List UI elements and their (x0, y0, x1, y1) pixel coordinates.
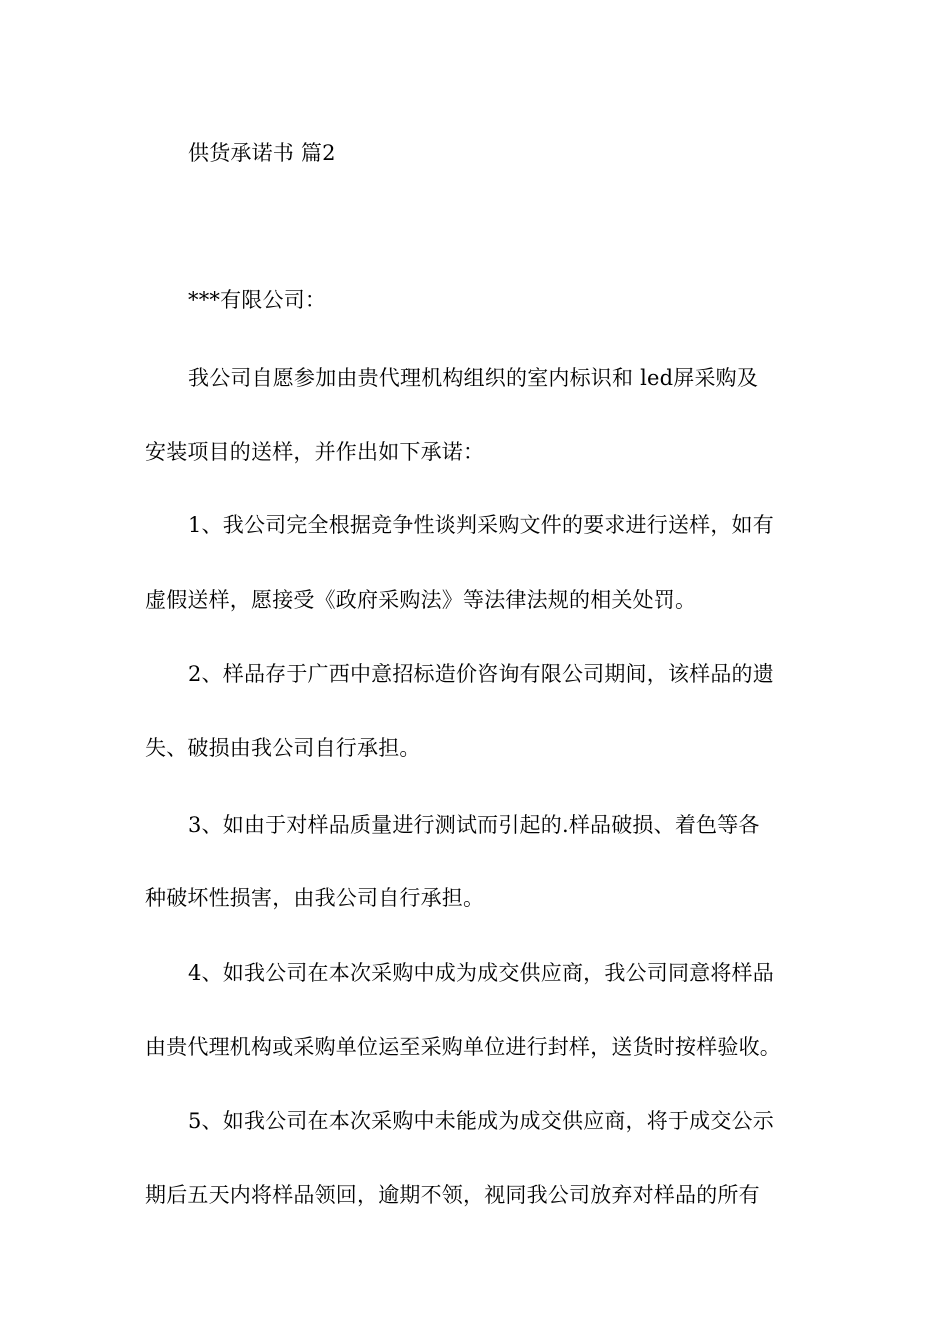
paragraph-line: 种破坏性损害，由我公司自行承担。 (145, 886, 485, 910)
paragraph-line: 2、样品存于广西中意招标造价咨询有限公司期间，该样品的遗 (188, 662, 774, 686)
paragraph-line: 1、我公司完全根据竞争性谈判采购文件的要求进行送样，如有 (188, 513, 774, 537)
paragraph-line: 5、如我公司在本次采购中未能成为成交供应商，将于成交公示 (188, 1109, 774, 1133)
paragraph-line: 期后五天内将样品领回，逾期不领，视同我公司放弃对样品的所有 (145, 1183, 760, 1207)
paragraph-line: 失、破损由我公司自行承担。 (145, 736, 421, 760)
salutation: ***有限公司： (188, 288, 327, 312)
paragraph-line: 我公司自愿参加由贵代理机构组织的室内标识和 led屏采购及 (188, 366, 759, 390)
paragraph-line: 3、如由于对样品质量进行测试而引起的.样品破损、着色等各 (188, 813, 760, 837)
paragraph-line: 安装项目的送样，并作出如下承诺： (145, 440, 485, 464)
document-heading: 供货承诺书 篇2 (188, 141, 336, 165)
paragraph-line: 4、如我公司在本次采购中成为成交供应商，我公司同意将样品 (188, 961, 774, 985)
paragraph-line: 虚假送样，愿接受《政府采购法》等法律法规的相关处罚。 (145, 588, 697, 612)
paragraph-line: 由贵代理机构或采购单位运至采购单位进行封样，送货时按样验收。 (145, 1035, 781, 1059)
